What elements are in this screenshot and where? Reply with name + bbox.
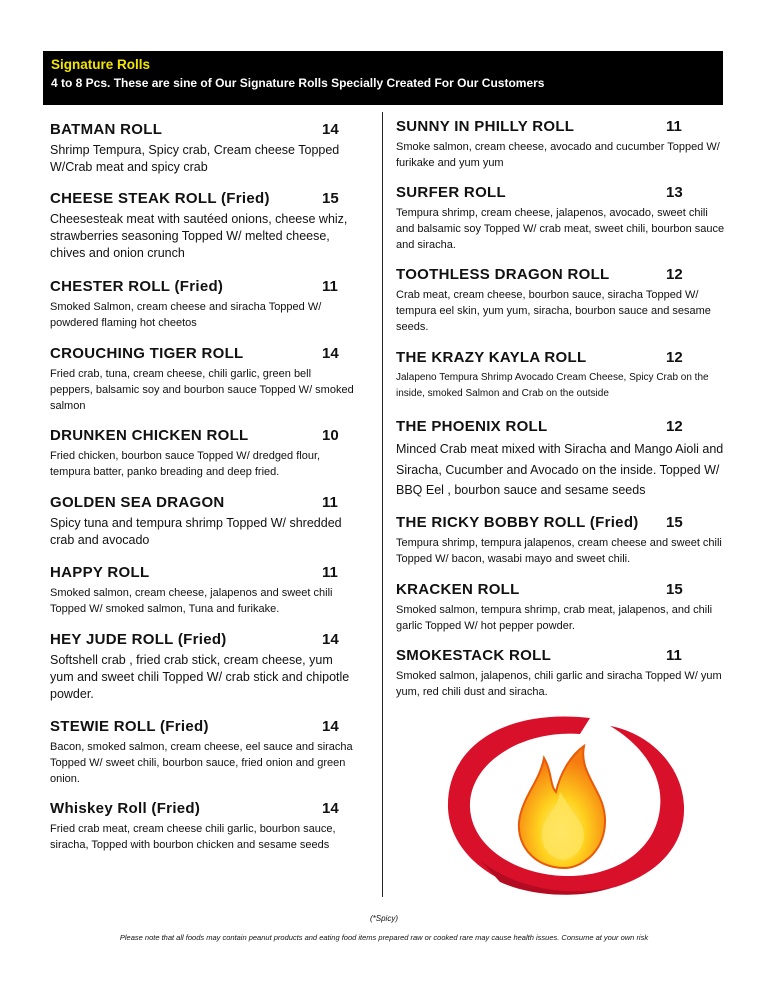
- item-description: Fried crab meat, cream cheese chili garlic, bourbon sauce, siracha, Topped with bourbon chicken and sesame seeds: [50, 823, 336, 851]
- item-name: THE RICKY BOBBY ROLL (Fried): [396, 514, 639, 531]
- item-description: Smoked salmon, tempura shrimp, crab meat, jalapenos, and chili garlic Topped W/ hot pepper powder.: [396, 604, 713, 632]
- menu-item: [50, 344, 355, 414]
- item-description: Fried chicken, bourbon sauce Topped W/ dredged flour, tempura batter, panko breading and deep fried.: [50, 450, 321, 478]
- column-divider: [382, 112, 383, 897]
- item-price: 13: [666, 184, 683, 201]
- item-description: Shrimp Tempura, Spicy crab, Cream cheese Topped W/Crab meat and spicy crab: [50, 143, 340, 174]
- item-description: Crab meat, cream cheese, bourbon sauce, siracha Topped W/ tempura eel skin, yum yum, siracha, bourbon sauce and sesame seeds.: [396, 289, 711, 333]
- flame-ring-logo: [440, 710, 690, 900]
- menu-item: [50, 189, 355, 262]
- item-description: Spicy tuna and tempura shrimp Topped W/ shredded crab and avocado: [50, 516, 342, 547]
- item-description: Smoked Salmon, cream cheese and siracha Topped W/ powdered flaming hot cheetos: [50, 301, 322, 329]
- disclaimer: Please note that all foods may contain peanut products and eating food items prepared raw or cooked rare may cause health issues. Consume at your own risk: [119, 933, 649, 942]
- item-description: Smoke salmon, cream cheese, avocado and cucumber Topped W/ furikake and yum yum: [396, 141, 720, 169]
- section-title: Signature Rolls: [51, 57, 151, 72]
- item-price: 11: [322, 564, 338, 581]
- menu-item: [50, 426, 355, 480]
- item-name: KRACKEN ROLL: [396, 581, 520, 598]
- item-price: 15: [666, 581, 683, 598]
- item-price: 11: [322, 494, 338, 511]
- item-description: Bacon, smoked salmon, cream cheese, eel sauce and siracha Topped W/ sweet chili, bourbon sauce, fried onion and green onion.: [50, 741, 353, 785]
- item-name: Whiskey Roll (Fried): [50, 800, 201, 817]
- item-price: 15: [666, 514, 683, 531]
- item-name: SUNNY IN PHILLY ROLL: [396, 118, 575, 135]
- menu-item: [396, 580, 726, 634]
- item-name: SMOKESTACK ROLL: [396, 647, 552, 664]
- item-description: Softshell crab , fried crab stick, cream cheese, yum yum and sweet chili Topped W/ crab stick and chipotle powder.: [50, 653, 350, 701]
- menu-item: [50, 493, 355, 549]
- item-name: DRUNKEN CHICKEN ROLL: [50, 427, 249, 444]
- menu-item: [396, 513, 726, 567]
- item-price: 14: [322, 631, 339, 648]
- item-price: 10: [322, 427, 339, 444]
- item-name: GOLDEN SEA DRAGON: [50, 494, 225, 511]
- menu-item: [396, 183, 726, 253]
- menu-item: [396, 265, 726, 335]
- menu-item: [50, 630, 355, 703]
- item-name: CHEESE STEAK ROLL (Fried): [50, 190, 270, 207]
- item-description: Jalapeno Tempura Shrimp Avocado Cream Cheese, Spicy Crab on the inside, smoked Salmon and Crab on the outside: [396, 372, 709, 399]
- menu-item: [396, 417, 726, 501]
- menu-item: [50, 799, 355, 853]
- item-description: Smoked salmon, cream cheese, jalapenos and sweet chili Topped W/ smoked salmon, Tuna and furikake.: [50, 587, 333, 615]
- item-price: 11: [666, 118, 682, 135]
- menu-item: [50, 717, 355, 787]
- item-description: Cheesesteak meat with sautéed onions, cheese whiz, strawberries seasoning Topped W/ melted cheese, chives and onion crunch: [50, 212, 348, 260]
- item-price: 11: [666, 647, 682, 664]
- item-name: STEWIE ROLL (Fried): [50, 718, 209, 735]
- spicy-note: (*Spicy): [369, 914, 398, 923]
- item-name: THE PHOENIX ROLL: [396, 418, 548, 435]
- item-price: 14: [322, 345, 339, 362]
- item-name: HEY JUDE ROLL (Fried): [50, 631, 227, 648]
- item-price: 14: [322, 121, 339, 138]
- item-description: Fried crab, tuna, cream cheese, chili garlic, green bell peppers, balsamic soy and bourbon sauce Topped W/ smoked salmon: [50, 368, 354, 412]
- menu-item: [50, 277, 355, 331]
- item-name: CROUCHING TIGER ROLL: [50, 345, 244, 362]
- item-price: 12: [666, 349, 683, 366]
- item-name: TOOTHLESS DRAGON ROLL: [396, 266, 610, 283]
- item-price: 14: [322, 800, 339, 817]
- item-name: SURFER ROLL: [396, 184, 506, 201]
- item-price: 14: [322, 718, 339, 735]
- item-price: 12: [666, 266, 683, 283]
- menu-item: [396, 348, 726, 402]
- section-subtitle: 4 to 8 Pcs. These are sine of Our Signature Rolls Specially Created For Our Customers: [51, 76, 545, 90]
- item-price: 11: [322, 278, 338, 295]
- item-price: 12: [666, 418, 683, 435]
- item-name: THE KRAZY KAYLA ROLL: [396, 349, 587, 366]
- item-description: Tempura shrimp, tempura jalapenos, cream cheese and sweet chili Topped W/ bacon, wasabi mayo and sweet chili.: [396, 537, 722, 565]
- item-name: HAPPY ROLL: [50, 564, 150, 581]
- item-name: BATMAN ROLL: [50, 121, 163, 138]
- menu-item: [396, 646, 726, 700]
- item-name: CHESTER ROLL (Fried): [50, 278, 224, 295]
- item-description: Tempura shrimp, cream cheese, jalapenos, avocado, sweet chili and balsamic soy Topped W/ crab meat, sweet chili, bourbon sauce and siracha.: [396, 207, 725, 251]
- signature-rolls-banner: [43, 51, 723, 105]
- menu-item: [396, 117, 726, 171]
- menu-item: [50, 120, 355, 176]
- item-description: Smoked salmon, jalapenos, chili garlic and siracha Topped W/ yum yum, red chili dust and siracha.: [396, 670, 722, 698]
- item-price: 15: [322, 190, 339, 207]
- item-description: Minced Crab meat mixed with Siracha and Mango Aioli and Siracha, Cucumber and Avocado on the inside. Topped W/ BBQ Eel , bourbon sauce and sesame seeds: [396, 442, 724, 497]
- menu-item: [50, 563, 355, 617]
